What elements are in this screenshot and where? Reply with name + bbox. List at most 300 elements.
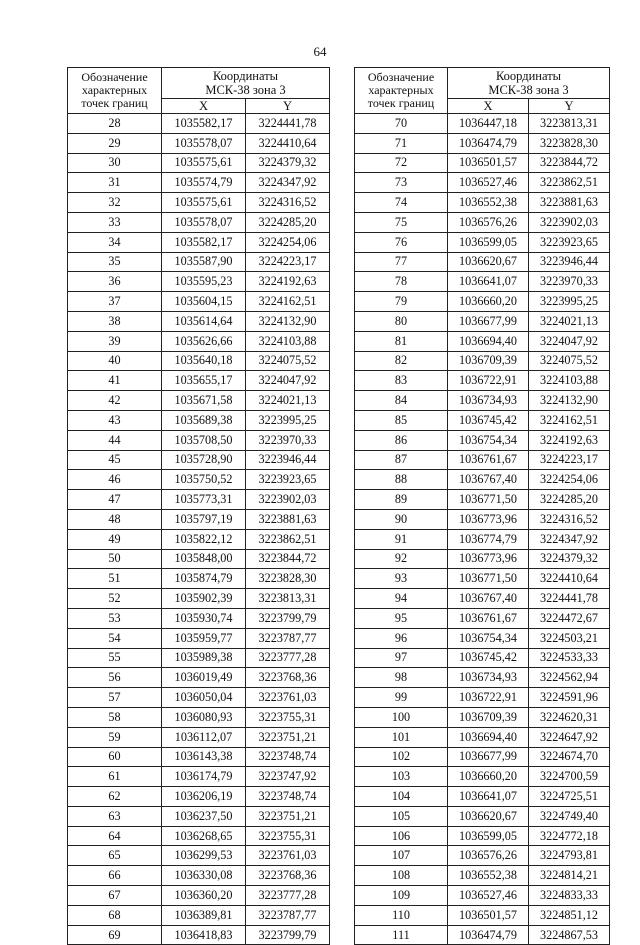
point-number-cell: 66 xyxy=(68,866,162,886)
table-row xyxy=(355,153,610,173)
point-number-cell: 103 xyxy=(355,767,448,787)
y-coordinate-cell: 3224223,17 xyxy=(246,252,330,272)
y-coordinate-cell: 3224441,78 xyxy=(529,589,610,609)
y-coordinate-cell: 3223813,31 xyxy=(529,114,610,134)
x-coordinate-cell: 1036019,49 xyxy=(162,668,246,688)
x-coordinate-cell: 1036174,79 xyxy=(162,767,246,787)
point-number-cell: 109 xyxy=(355,886,448,906)
y-coordinate-cell: 3223923,65 xyxy=(529,232,610,252)
table-body-right xyxy=(355,114,610,945)
x-coordinate-cell: 1035773,31 xyxy=(162,490,246,510)
y-coordinate-cell: 3224749,40 xyxy=(529,806,610,826)
point-number-cell: 55 xyxy=(68,648,162,668)
y-coordinate-cell: 3224162,51 xyxy=(529,410,610,430)
x-coordinate-cell: 1035574,79 xyxy=(162,173,246,193)
x-coordinate-cell: 1036773,96 xyxy=(448,509,529,529)
x-coordinate-cell: 1036722,91 xyxy=(448,688,529,708)
x-coordinate-cell: 1036447,18 xyxy=(448,114,529,134)
y-coordinate-cell: 3224285,20 xyxy=(529,490,610,510)
point-number-cell: 40 xyxy=(68,351,162,371)
table-row xyxy=(355,272,610,292)
point-number-cell: 45 xyxy=(68,450,162,470)
table-row xyxy=(68,410,330,430)
point-number-cell: 30 xyxy=(68,153,162,173)
y-coordinate-cell: 3223881,63 xyxy=(529,193,610,213)
x-coordinate-cell: 1036709,39 xyxy=(448,707,529,727)
table-row xyxy=(355,767,610,787)
table-row xyxy=(68,589,330,609)
y-coordinate-cell: 3223844,72 xyxy=(246,549,330,569)
coordinates-table-left xyxy=(67,67,330,945)
y-coordinate-cell: 3224700,59 xyxy=(529,767,610,787)
y-coordinate-cell: 3223995,25 xyxy=(246,410,330,430)
table-row xyxy=(355,212,610,232)
x-coordinate-cell: 1036552,38 xyxy=(448,193,529,213)
table-row xyxy=(355,866,610,886)
x-coordinate-cell: 1036754,34 xyxy=(448,430,529,450)
x-coordinate-cell: 1036771,50 xyxy=(448,569,529,589)
y-coordinate-cell: 3223946,44 xyxy=(529,252,610,272)
y-coordinate-cell: 3224075,52 xyxy=(246,351,330,371)
table-row xyxy=(355,886,610,906)
table-row xyxy=(68,648,330,668)
point-number-cell: 36 xyxy=(68,272,162,292)
x-coordinate-cell: 1036734,93 xyxy=(448,668,529,688)
point-number-cell: 84 xyxy=(355,391,448,411)
table-row xyxy=(68,232,330,252)
coordinates-line: Координаты xyxy=(212,69,279,83)
y-coordinate-cell: 3223777,28 xyxy=(246,886,330,906)
point-number-cell: 104 xyxy=(355,787,448,807)
point-number-cell: 50 xyxy=(68,549,162,569)
y-coordinate-cell: 3224285,20 xyxy=(246,212,330,232)
x-coordinate-cell: 1036268,65 xyxy=(162,826,246,846)
x-coordinate-cell: 1036418,83 xyxy=(162,925,246,945)
y-coordinate-cell: 3223970,33 xyxy=(246,430,330,450)
x-coordinate-cell: 1036774,79 xyxy=(448,529,529,549)
point-number-cell: 31 xyxy=(68,173,162,193)
table-row xyxy=(355,252,610,272)
table-row xyxy=(68,886,330,906)
y-coordinate-cell: 3224047,92 xyxy=(529,331,610,351)
designation-line: характерных xyxy=(81,83,148,97)
point-number-cell: 52 xyxy=(68,589,162,609)
table-row xyxy=(68,212,330,232)
x-coordinate-cell: 1035582,17 xyxy=(162,232,246,252)
point-number-cell: 43 xyxy=(68,410,162,430)
y-coordinate-cell: 3224410,64 xyxy=(529,569,610,589)
point-number-cell: 80 xyxy=(355,311,448,331)
y-coordinate-cell: 3223787,77 xyxy=(246,905,330,925)
point-number-cell: 107 xyxy=(355,846,448,866)
point-number-cell: 68 xyxy=(68,905,162,925)
y-coordinate-cell: 3223799,79 xyxy=(246,608,330,628)
x-coordinate-cell: 1036761,67 xyxy=(448,450,529,470)
x-coordinate-cell: 1035578,07 xyxy=(162,133,246,153)
table-row xyxy=(68,311,330,331)
y-coordinate-cell: 3223902,03 xyxy=(246,490,330,510)
table-row xyxy=(68,707,330,727)
y-coordinate-cell: 3224162,51 xyxy=(246,292,330,312)
table-row xyxy=(355,688,610,708)
point-number-cell: 82 xyxy=(355,351,448,371)
table-row xyxy=(68,727,330,747)
coordinates-header xyxy=(162,68,330,99)
table-row xyxy=(355,470,610,490)
point-number-cell: 56 xyxy=(68,668,162,688)
point-number-cell: 99 xyxy=(355,688,448,708)
y-coordinate-cell: 3224379,32 xyxy=(246,153,330,173)
x-header: X xyxy=(448,99,529,114)
table-row xyxy=(355,331,610,351)
point-number-cell: 54 xyxy=(68,628,162,648)
point-number-cell: 49 xyxy=(68,529,162,549)
point-number-cell: 51 xyxy=(68,569,162,589)
table-row xyxy=(68,490,330,510)
designation-line: Обозначение xyxy=(367,70,435,84)
x-coordinate-cell: 1036527,46 xyxy=(448,173,529,193)
x-coordinate-cell: 1035595,23 xyxy=(162,272,246,292)
x-coordinate-cell: 1036360,20 xyxy=(162,886,246,906)
y-coordinate-cell: 3223862,51 xyxy=(246,529,330,549)
point-number-cell: 100 xyxy=(355,707,448,727)
y-coordinate-cell: 3224562,94 xyxy=(529,668,610,688)
table-row xyxy=(355,648,610,668)
x-coordinate-cell: 1036474,79 xyxy=(448,925,529,945)
y-coordinate-cell: 3223748,74 xyxy=(246,747,330,767)
table-row xyxy=(68,371,330,391)
point-number-cell: 75 xyxy=(355,212,448,232)
x-coordinate-cell: 1035575,61 xyxy=(162,153,246,173)
table-row xyxy=(68,925,330,945)
point-number-cell: 58 xyxy=(68,707,162,727)
point-number-cell: 39 xyxy=(68,331,162,351)
table-row xyxy=(355,707,610,727)
y-header: Y xyxy=(246,99,330,114)
x-coordinate-cell: 1035587,90 xyxy=(162,252,246,272)
x-coordinate-cell: 1036599,05 xyxy=(448,232,529,252)
y-coordinate-cell: 3223761,03 xyxy=(246,846,330,866)
y-coordinate-cell: 3224103,88 xyxy=(529,371,610,391)
table-row xyxy=(355,450,610,470)
x-coordinate-cell: 1036474,79 xyxy=(448,133,529,153)
y-coordinate-cell: 3223768,36 xyxy=(246,668,330,688)
y-coordinate-cell: 3223761,03 xyxy=(246,688,330,708)
y-coordinate-cell: 3224132,90 xyxy=(529,391,610,411)
y-coordinate-cell: 3223946,44 xyxy=(246,450,330,470)
point-number-cell: 77 xyxy=(355,252,448,272)
y-coordinate-cell: 3224379,32 xyxy=(529,549,610,569)
table-row xyxy=(355,628,610,648)
x-coordinate-cell: 1036330,08 xyxy=(162,866,246,886)
table-row xyxy=(355,193,610,213)
y-coordinate-cell: 3224441,78 xyxy=(246,114,330,134)
y-coordinate-cell: 3223748,74 xyxy=(246,787,330,807)
point-number-cell: 67 xyxy=(68,886,162,906)
point-number-cell: 73 xyxy=(355,173,448,193)
point-number-cell: 88 xyxy=(355,470,448,490)
y-coordinate-cell: 3224851,12 xyxy=(529,905,610,925)
table-row xyxy=(68,688,330,708)
x-coordinate-cell: 1036576,26 xyxy=(448,212,529,232)
y-coordinate-cell: 3223747,92 xyxy=(246,767,330,787)
coordinates-line: МСК-38 зона 3 xyxy=(488,83,569,97)
x-coordinate-cell: 1036050,04 xyxy=(162,688,246,708)
point-number-cell: 98 xyxy=(355,668,448,688)
table-row xyxy=(355,371,610,391)
point-number-cell: 48 xyxy=(68,509,162,529)
x-coordinate-cell: 1036754,34 xyxy=(448,628,529,648)
point-number-cell: 79 xyxy=(355,292,448,312)
x-coordinate-cell: 1035930,74 xyxy=(162,608,246,628)
table-row xyxy=(355,430,610,450)
point-number-cell: 85 xyxy=(355,410,448,430)
point-number-cell: 97 xyxy=(355,648,448,668)
table-row xyxy=(68,114,330,134)
point-number-cell: 65 xyxy=(68,846,162,866)
table-row xyxy=(68,391,330,411)
point-number-cell: 74 xyxy=(355,193,448,213)
x-coordinate-cell: 1035874,79 xyxy=(162,569,246,589)
table-row xyxy=(68,331,330,351)
x-coordinate-cell: 1036527,46 xyxy=(448,886,529,906)
y-coordinate-cell: 3223828,30 xyxy=(529,133,610,153)
point-number-cell: 53 xyxy=(68,608,162,628)
x-coordinate-cell: 1036773,96 xyxy=(448,549,529,569)
table-row xyxy=(68,608,330,628)
y-coordinate-cell: 3224254,06 xyxy=(529,470,610,490)
y-coordinate-cell: 3224674,70 xyxy=(529,747,610,767)
point-number-cell: 106 xyxy=(355,826,448,846)
table-row xyxy=(355,569,610,589)
point-number-cell: 28 xyxy=(68,114,162,134)
y-coordinate-cell: 3224192,63 xyxy=(246,272,330,292)
y-coordinate-cell: 3223862,51 xyxy=(529,173,610,193)
x-coordinate-cell: 1036722,91 xyxy=(448,371,529,391)
point-number-cell: 44 xyxy=(68,430,162,450)
x-coordinate-cell: 1035604,15 xyxy=(162,292,246,312)
table-row xyxy=(68,450,330,470)
coordinates-line: Координаты xyxy=(495,69,562,83)
table-body-left xyxy=(68,114,330,945)
point-number-cell: 69 xyxy=(68,925,162,945)
y-coordinate-cell: 3224772,18 xyxy=(529,826,610,846)
y-coordinate-cell: 3224833,33 xyxy=(529,886,610,906)
x-coordinate-cell: 1036641,07 xyxy=(448,787,529,807)
point-number-cell: 94 xyxy=(355,589,448,609)
point-number-cell: 86 xyxy=(355,430,448,450)
point-number-cell: 101 xyxy=(355,727,448,747)
x-coordinate-cell: 1036694,40 xyxy=(448,331,529,351)
point-number-cell: 105 xyxy=(355,806,448,826)
table-row xyxy=(68,549,330,569)
x-coordinate-cell: 1036552,38 xyxy=(448,866,529,886)
y-coordinate-cell: 3224316,52 xyxy=(246,193,330,213)
y-coordinate-cell: 3223755,31 xyxy=(246,707,330,727)
coordinates-table-right xyxy=(354,67,610,945)
point-number-cell: 47 xyxy=(68,490,162,510)
coordinates-header xyxy=(448,68,610,99)
y-coordinate-cell: 3224347,92 xyxy=(246,173,330,193)
table-row xyxy=(355,826,610,846)
point-number-cell: 37 xyxy=(68,292,162,312)
y-coordinate-cell: 3223844,72 xyxy=(529,153,610,173)
x-coordinate-cell: 1036599,05 xyxy=(448,826,529,846)
table-row xyxy=(68,351,330,371)
table-row xyxy=(68,747,330,767)
y-coordinate-cell: 3223755,31 xyxy=(246,826,330,846)
point-number-cell: 96 xyxy=(355,628,448,648)
point-number-cell: 34 xyxy=(68,232,162,252)
point-number-cell: 38 xyxy=(68,311,162,331)
x-coordinate-cell: 1036709,39 xyxy=(448,351,529,371)
y-coordinate-cell: 3223902,03 xyxy=(529,212,610,232)
x-coordinate-cell: 1036767,40 xyxy=(448,470,529,490)
designation-line: точек границ xyxy=(367,96,435,110)
table-row xyxy=(68,866,330,886)
table-row xyxy=(355,925,610,945)
table-row xyxy=(68,173,330,193)
point-number-cell: 87 xyxy=(355,450,448,470)
table-row xyxy=(355,747,610,767)
table-row xyxy=(355,490,610,510)
x-coordinate-cell: 1036641,07 xyxy=(448,272,529,292)
table-row xyxy=(355,549,610,569)
y-coordinate-cell: 3224867,53 xyxy=(529,925,610,945)
x-coordinate-cell: 1035750,52 xyxy=(162,470,246,490)
table-row xyxy=(355,668,610,688)
x-coordinate-cell: 1035640,18 xyxy=(162,351,246,371)
table-row xyxy=(355,351,610,371)
table-row xyxy=(68,905,330,925)
point-number-cell: 72 xyxy=(355,153,448,173)
table-row xyxy=(68,292,330,312)
point-number-cell: 111 xyxy=(355,925,448,945)
point-number-cell: 83 xyxy=(355,371,448,391)
y-coordinate-cell: 3224223,17 xyxy=(529,450,610,470)
y-coordinate-cell: 3224021,13 xyxy=(246,391,330,411)
table-row xyxy=(355,311,610,331)
point-number-cell: 90 xyxy=(355,509,448,529)
y-coordinate-cell: 3224793,81 xyxy=(529,846,610,866)
x-coordinate-cell: 1036767,40 xyxy=(448,589,529,609)
point-number-cell: 102 xyxy=(355,747,448,767)
x-coordinate-cell: 1036299,53 xyxy=(162,846,246,866)
table-row xyxy=(68,668,330,688)
table-row xyxy=(355,529,610,549)
point-number-cell: 110 xyxy=(355,905,448,925)
table-row xyxy=(68,846,330,866)
table-row xyxy=(68,430,330,450)
table-row xyxy=(355,173,610,193)
designation-header xyxy=(68,68,162,114)
y-coordinate-cell: 3224503,21 xyxy=(529,628,610,648)
x-coordinate-cell: 1035959,77 xyxy=(162,628,246,648)
designation-line: точек границ xyxy=(81,96,148,110)
table-row xyxy=(355,608,610,628)
x-coordinate-cell: 1035671,58 xyxy=(162,391,246,411)
y-coordinate-cell: 3224192,63 xyxy=(529,430,610,450)
point-number-cell: 108 xyxy=(355,866,448,886)
x-coordinate-cell: 1035822,12 xyxy=(162,529,246,549)
table-row xyxy=(68,529,330,549)
table-row xyxy=(68,153,330,173)
table-row xyxy=(68,806,330,826)
x-coordinate-cell: 1036694,40 xyxy=(448,727,529,747)
table-row xyxy=(355,727,610,747)
x-coordinate-cell: 1036660,20 xyxy=(448,292,529,312)
y-coordinate-cell: 3224075,52 xyxy=(529,351,610,371)
x-coordinate-cell: 1035797,19 xyxy=(162,509,246,529)
x-coordinate-cell: 1036745,42 xyxy=(448,648,529,668)
x-coordinate-cell: 1036576,26 xyxy=(448,846,529,866)
point-number-cell: 63 xyxy=(68,806,162,826)
y-coordinate-cell: 3224410,64 xyxy=(246,133,330,153)
x-coordinate-cell: 1036501,57 xyxy=(448,905,529,925)
y-coordinate-cell: 3223995,25 xyxy=(529,292,610,312)
y-header: Y xyxy=(529,99,610,114)
x-coordinate-cell: 1036745,42 xyxy=(448,410,529,430)
y-coordinate-cell: 3223777,28 xyxy=(246,648,330,668)
point-number-cell: 59 xyxy=(68,727,162,747)
x-coordinate-cell: 1035655,17 xyxy=(162,371,246,391)
point-number-cell: 91 xyxy=(355,529,448,549)
y-coordinate-cell: 3223828,30 xyxy=(246,569,330,589)
designation-line: характерных xyxy=(368,83,434,97)
y-coordinate-cell: 3224647,92 xyxy=(529,727,610,747)
table-row xyxy=(68,272,330,292)
y-coordinate-cell: 3224591,96 xyxy=(529,688,610,708)
table-row xyxy=(355,509,610,529)
y-coordinate-cell: 3223751,21 xyxy=(246,806,330,826)
x-coordinate-cell: 1036620,67 xyxy=(448,806,529,826)
x-coordinate-cell: 1036677,99 xyxy=(448,311,529,331)
y-coordinate-cell: 3223813,31 xyxy=(246,589,330,609)
x-coordinate-cell: 1036660,20 xyxy=(448,767,529,787)
x-coordinate-cell: 1035578,07 xyxy=(162,212,246,232)
table-row xyxy=(355,806,610,826)
y-coordinate-cell: 3224316,52 xyxy=(529,509,610,529)
y-coordinate-cell: 3224347,92 xyxy=(529,529,610,549)
x-coordinate-cell: 1035989,38 xyxy=(162,648,246,668)
point-number-cell: 60 xyxy=(68,747,162,767)
table-row xyxy=(355,905,610,925)
table-row xyxy=(68,509,330,529)
x-coordinate-cell: 1035614,64 xyxy=(162,311,246,331)
x-coordinate-cell: 1035689,38 xyxy=(162,410,246,430)
coordinates-line: МСК-38 зона 3 xyxy=(205,83,286,97)
designation-line: Обозначение xyxy=(81,70,148,84)
x-coordinate-cell: 1035575,61 xyxy=(162,193,246,213)
table-row xyxy=(355,787,610,807)
y-coordinate-cell: 3224725,51 xyxy=(529,787,610,807)
x-coordinate-cell: 1036771,50 xyxy=(448,490,529,510)
point-number-cell: 92 xyxy=(355,549,448,569)
y-coordinate-cell: 3223799,79 xyxy=(246,925,330,945)
point-number-cell: 95 xyxy=(355,608,448,628)
y-coordinate-cell: 3224021,13 xyxy=(529,311,610,331)
x-coordinate-cell: 1036620,67 xyxy=(448,252,529,272)
point-number-cell: 70 xyxy=(355,114,448,134)
y-coordinate-cell: 3224103,88 xyxy=(246,331,330,351)
table-row xyxy=(355,114,610,134)
y-coordinate-cell: 3223787,77 xyxy=(246,628,330,648)
x-header: X xyxy=(162,99,246,114)
page-number: 64 xyxy=(313,44,327,59)
point-number-cell: 57 xyxy=(68,688,162,708)
x-coordinate-cell: 1035708,50 xyxy=(162,430,246,450)
x-coordinate-cell: 1036143,38 xyxy=(162,747,246,767)
